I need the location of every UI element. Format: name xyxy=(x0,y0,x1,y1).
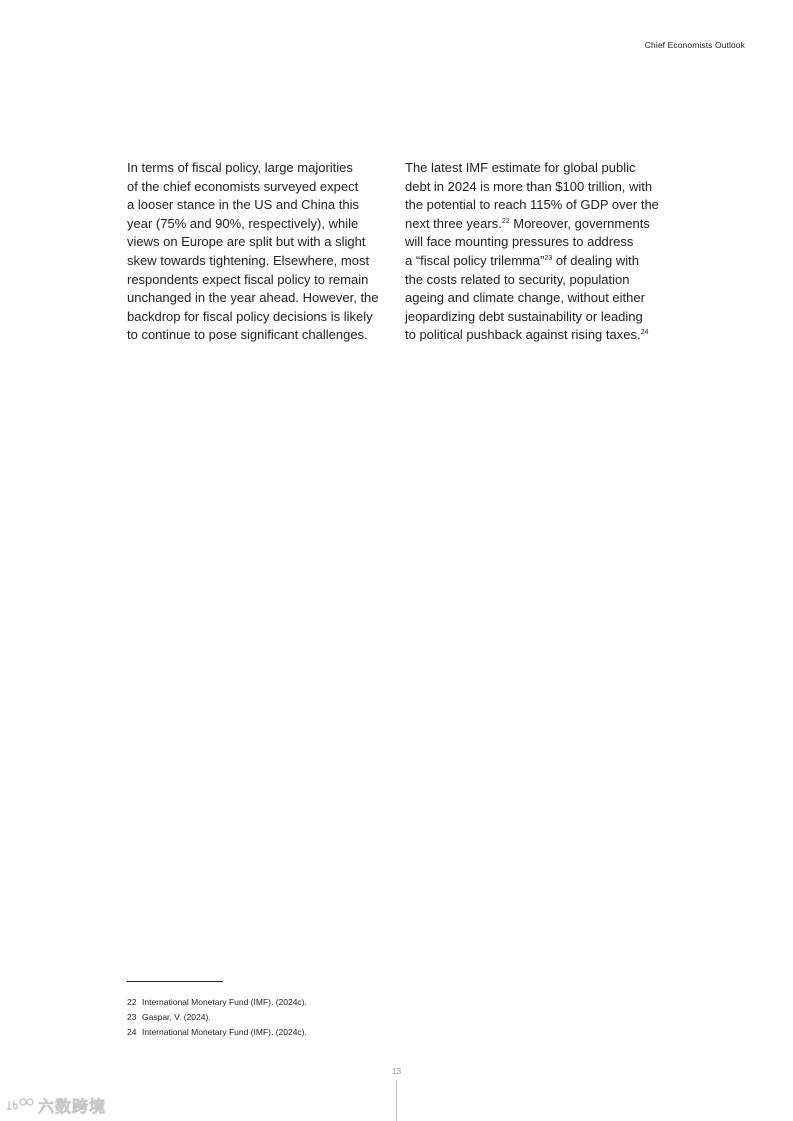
text-line xyxy=(405,326,675,345)
text-fragment: next three years. xyxy=(405,215,502,231)
paragraph-global-public-debt xyxy=(405,159,675,345)
text-line xyxy=(405,252,675,271)
watermark-logo-icon xyxy=(6,1097,34,1113)
text-line: unchanged in the year ahead. However, the xyxy=(127,290,379,306)
footnote-text: International Monetary Fund (IMF). (2024c). xyxy=(142,997,307,1007)
footnote-24 xyxy=(127,1025,307,1040)
footnote-number: 24 xyxy=(127,1027,137,1037)
footnote-ref-24[interactable]: 24 xyxy=(640,329,649,337)
footnote-22 xyxy=(127,995,307,1010)
watermark-text: 六数跨境 xyxy=(38,1096,107,1116)
text-line: the costs related to security, population xyxy=(405,271,630,287)
text-line: In terms of fiscal policy, large majorities xyxy=(127,160,353,175)
paragraph-fiscal-policy-stance xyxy=(127,159,389,345)
text-line: the potential to reach 115% of GDP over the xyxy=(405,197,659,213)
text-line: The latest IMF estimate for global public xyxy=(405,160,636,175)
text-line: a looser stance in the US and China this xyxy=(127,197,359,213)
footnote-23 xyxy=(127,1010,307,1025)
text-line: views on Europe are split but with a slight xyxy=(127,234,366,250)
text-line: of the chief economists surveyed expect xyxy=(127,178,359,194)
footnote-ref-23[interactable]: 23 xyxy=(544,254,553,262)
text-line: will face mounting pressures to address xyxy=(405,234,634,250)
body-column-right xyxy=(405,159,675,345)
watermark xyxy=(6,1094,106,1116)
text-line: respondents expect fiscal policy to remain xyxy=(127,271,369,287)
text-line xyxy=(405,215,675,234)
footnote-ref-22[interactable]: 22 xyxy=(501,217,510,225)
footnote-text: International Monetary Fund (IMF). (2024c). xyxy=(142,1027,307,1037)
text-line: ageing and climate change, without either xyxy=(405,290,645,306)
running-header-title: Chief Economists Outlook xyxy=(644,40,745,50)
footnote-divider xyxy=(127,981,223,982)
text-fragment: of dealing with xyxy=(552,252,639,268)
footnote-number: 23 xyxy=(127,1012,137,1022)
text-line: to continue to pose significant challenges. xyxy=(127,327,368,343)
footnote-number: 22 xyxy=(127,997,137,1007)
footnotes xyxy=(127,995,307,1040)
text-line: debt in 2024 is more than $100 trillion, with xyxy=(405,178,653,194)
footnote-text: Gaspar, V. (2024). xyxy=(142,1012,211,1022)
page-number: 13 xyxy=(391,1066,402,1076)
text-fragment: Moreover, governments xyxy=(509,215,650,231)
text-fragment: a “fiscal policy trilemma” xyxy=(405,252,545,268)
text-line: skew towards tightening. Elsewhere, most xyxy=(127,252,370,268)
body-column-left xyxy=(127,159,389,345)
text-line: jeopardizing debt sustainability or leading xyxy=(405,308,643,324)
text-line: backdrop for fiscal policy decisions is likely xyxy=(127,308,373,324)
text-line: year (75% and 90%, respectively), while xyxy=(127,215,359,231)
text-fragment: to political pushback against rising taxes. xyxy=(405,327,641,343)
page-number-rule xyxy=(396,1080,397,1121)
